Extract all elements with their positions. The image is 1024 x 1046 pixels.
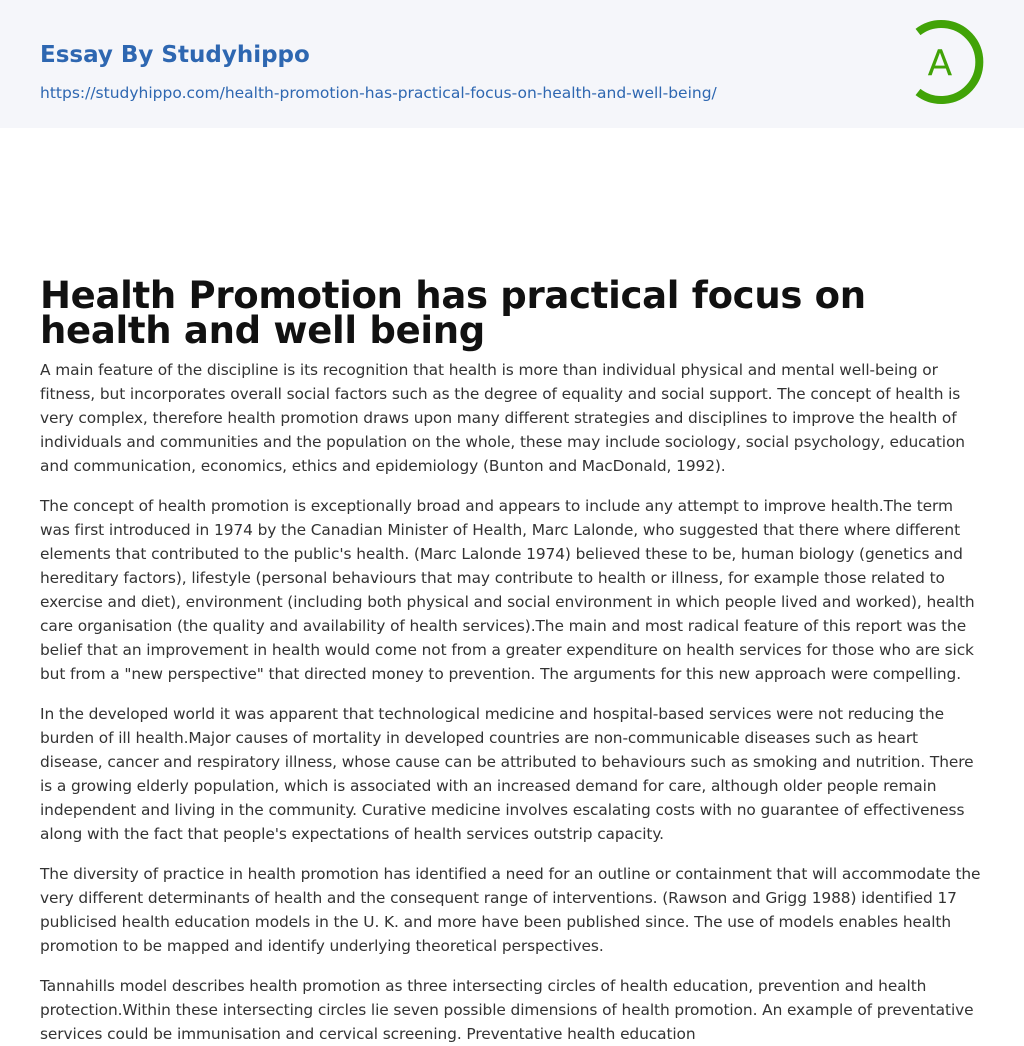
brand-title: Essay By Studyhippo bbox=[40, 42, 310, 68]
paragraph: In the developed world it was apparent that technological medicine and hospital-based services were not reducing the burden of ill health.Major causes of mortality in developed countries are non-communicable diseases such as heart disease, cancer and respiratory illness, whose cause can be attributed to behaviours such as smoking and nutrition. There is a growing elderly population, which is associated with an increased demand for care, although older people remain independent and living in the community. Curative medicine involves escalating costs with no guarantee of effectiveness along with the fact that people's expectations of health services outstrip capacity. bbox=[40, 705, 974, 843]
studyhippo-logo-icon[interactable] bbox=[900, 18, 988, 106]
page-title: Health Promotion has practical focus on health and well being bbox=[40, 274, 866, 352]
site-header bbox=[0, 0, 1024, 128]
article-body bbox=[40, 358, 984, 1046]
paragraph: Tannahills model describes health promotion as three intersecting circles of health education, prevention and health protection.Within these intersecting circles lie seven possible dimensions of health promotion. An example of preventative services could be immunisation and cervical screening. Preventative health education bbox=[40, 977, 974, 1043]
article bbox=[0, 128, 1024, 1046]
paragraph: A main feature of the discipline is its recognition that health is more than individual physical and mental well-being or fitness, but incorporates overall social factors such as the degree of equality and social support. The concept of health is very complex, therefore health promotion draws upon many different strategies and disciplines to improve the health of individuals and communities and the population on the whole, these may include sociology, social psychology, education and communication, economics, ethics and epidemiology (Bunton and MacDonald, 1992). bbox=[40, 361, 965, 475]
essay-url-link[interactable]: https://studyhippo.com/health-promotion-has-practical-focus-on-health-and-well-being/ bbox=[40, 84, 717, 102]
paragraph: The concept of health promotion is exceptionally broad and appears to include any attempt to improve health.The term was first introduced in 1974 by the Canadian Minister of Health, Marc Lalonde, who suggested that there where different elements that contributed to the public's health. (Marc Lalonde 1974) believed these to be, human biology (genetics and hereditary factors), lifestyle (personal behaviours that may contribute to health or illness, for example those related to exercise and diet), environment (including both physical and social environment in which people lived and worked), health care organisation (the quality and availability of health services).The main and most radical feature of this report was the belief that an improvement in health would come not from a greater expenditure on health services for those who are sick but from a "new perspective" that directed money to prevention. The arguments for this new approach were compelling. bbox=[40, 497, 975, 683]
paragraph: The diversity of practice in health promotion has identified a need for an outline or containment that will accommodate the very different determinants of health and the consequent range of interventions. (Rawson and Grigg 1988) identified 17 publicised health education models in the U. K. and more have been published since. The use of models enables health promotion to be mapped and identify underlying theoretical perspectives. bbox=[40, 865, 981, 955]
logo-letter: A bbox=[927, 43, 953, 84]
